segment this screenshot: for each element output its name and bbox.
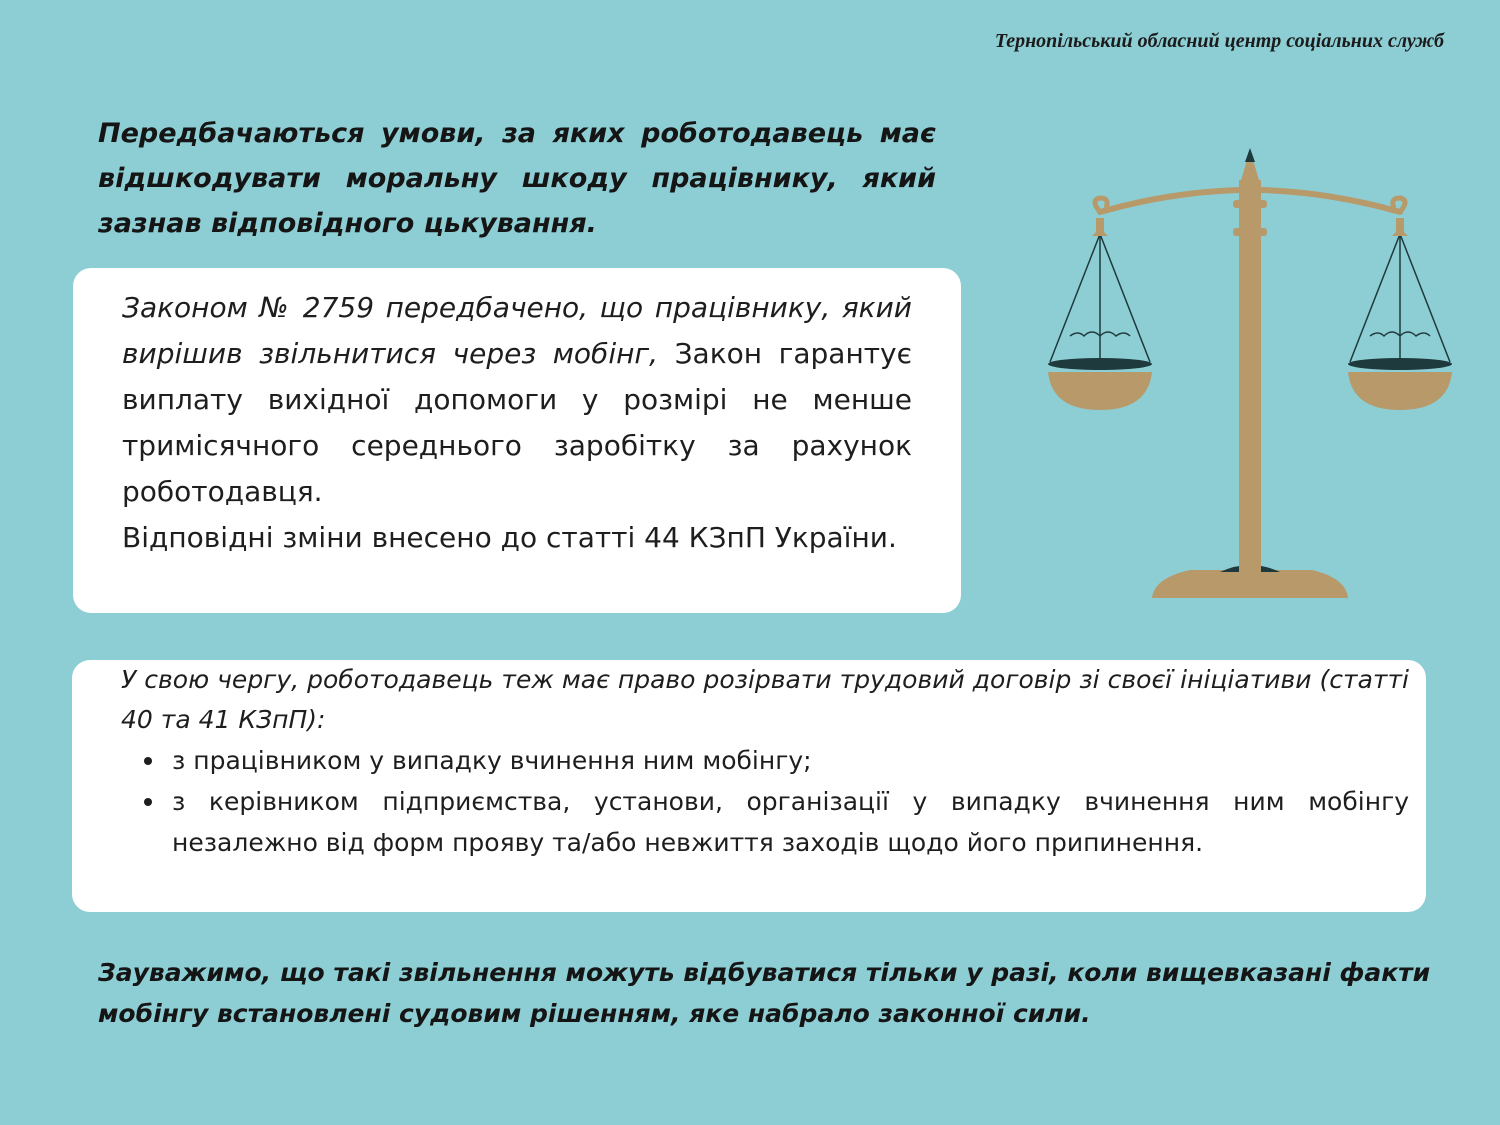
employer-rights-card — [72, 660, 1426, 912]
employer-rights-intro: У свою чергу, роботодавець теж має право розірвати трудовий договір зі своєї ініціативи (статті 40 та 41 КЗпП): — [121, 665, 1409, 734]
law-info-card — [73, 268, 961, 613]
law-paragraph — [122, 285, 912, 515]
law-italic-text: Законом № 2759 передбачено, що працівнику, який вирішив звільнитися через мобінг, — [122, 291, 912, 370]
employer-rights-list — [121, 740, 1409, 863]
list-item: з керівником підприємства, установи, організації у випадку вчинення ним мобінгу незалежно від форм прояву та/або невжиття заходів щодо його припинення. — [121, 781, 1409, 863]
organization-name: Тернопільський обласний центр соціальних служб — [994, 30, 1444, 52]
scales-of-justice-icon — [1030, 140, 1470, 610]
right-pan — [1348, 228, 1452, 410]
left-pan — [1048, 228, 1152, 410]
list-item: з працівником у випадку вчинення ним мобінгу; — [121, 740, 1409, 781]
law-regular-text: Закон гарантує виплату вихідної допомоги у розмірі не менше тримісячного середнього заробітку за рахунок роботодавця. — [122, 337, 912, 508]
law-amendment-text: Відповідні зміни внесено до статті 44 КЗпП України. — [122, 521, 897, 554]
footer-note: Зауважимо, що такі звільнення можуть відбуватися тільки у разі, коли вищевказані факти мобінгу встановлені судовим рішенням, яке набрало законної сили. — [98, 958, 1431, 1028]
headline: Передбачаються умови, за яких роботодавець має відшкодувати моральну шкоду працівнику, який зазнав відповідного цькування. — [98, 118, 936, 239]
scale-stand — [1152, 148, 1348, 598]
